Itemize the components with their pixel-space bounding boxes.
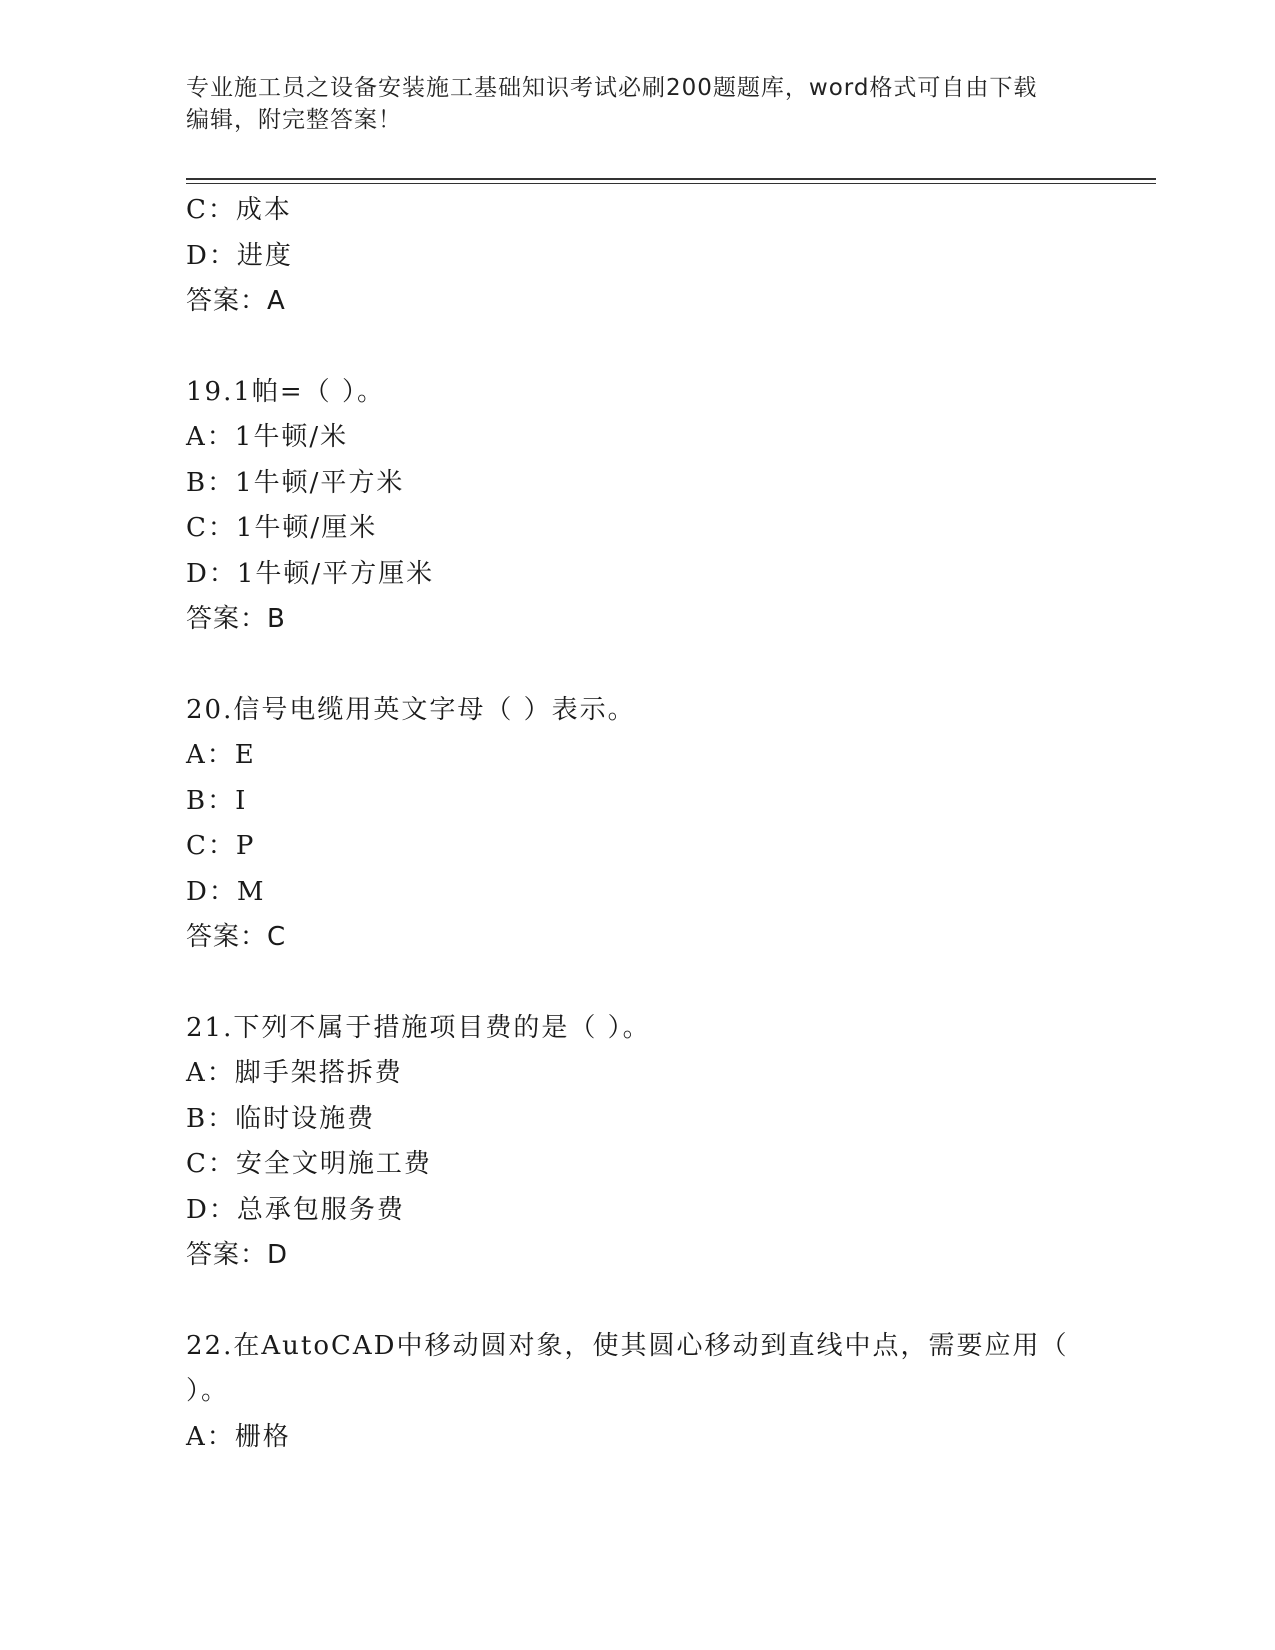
option-b: B：1牛顿/平方米: [186, 467, 405, 498]
header-rule-thick: [186, 178, 1156, 180]
answer: 答案：D: [186, 1240, 289, 1270]
question-stem: 21.下列不属于措施项目费的是（ ）。: [186, 1012, 651, 1043]
header-line-1: 专业施工员之设备安装施工基础知识考试必刷200题题库，word格式可自由下载: [186, 75, 1038, 101]
option-d: D：1牛顿/平方厘米: [186, 558, 435, 589]
option-d: D：进度: [186, 240, 293, 271]
option-d: D：M: [186, 876, 266, 907]
question-list: [186, 188, 1086, 1460]
option-c: C：成本: [186, 195, 292, 225]
answer: 答案：B: [186, 604, 286, 634]
header-line-2: 编辑，附完整答案！: [186, 107, 402, 133]
answer: 答案：A: [186, 286, 286, 316]
option-b: B：临时设施费: [186, 1103, 376, 1134]
question-stem: 20.信号电缆用英文字母（ ）表示。: [186, 694, 636, 725]
option-c: C：P: [186, 831, 256, 861]
option-a: A：脚手架搭拆费: [186, 1058, 403, 1088]
question-stem-line-2: ）。: [186, 1376, 230, 1406]
header-rule-thin: [186, 183, 1156, 184]
option-c: C：1牛顿/厘米: [186, 513, 378, 543]
document-header: [186, 72, 1066, 136]
question-stem: 19.1帕=（ ）。: [186, 376, 385, 407]
option-a: A：1牛顿/米: [186, 422, 349, 452]
answer: 答案：C: [186, 922, 287, 952]
option-a: A：E: [186, 740, 256, 770]
question-stem-line-1: 22.在AutoCAD中移动圆对象，使其圆心移动到直线中点，需要应用（: [186, 1330, 1069, 1361]
option-b: B：I: [186, 785, 248, 816]
option-d: D：总承包服务费: [186, 1194, 405, 1225]
option-c: C：安全文明施工费: [186, 1149, 432, 1179]
option-a: A：栅格: [186, 1421, 291, 1452]
